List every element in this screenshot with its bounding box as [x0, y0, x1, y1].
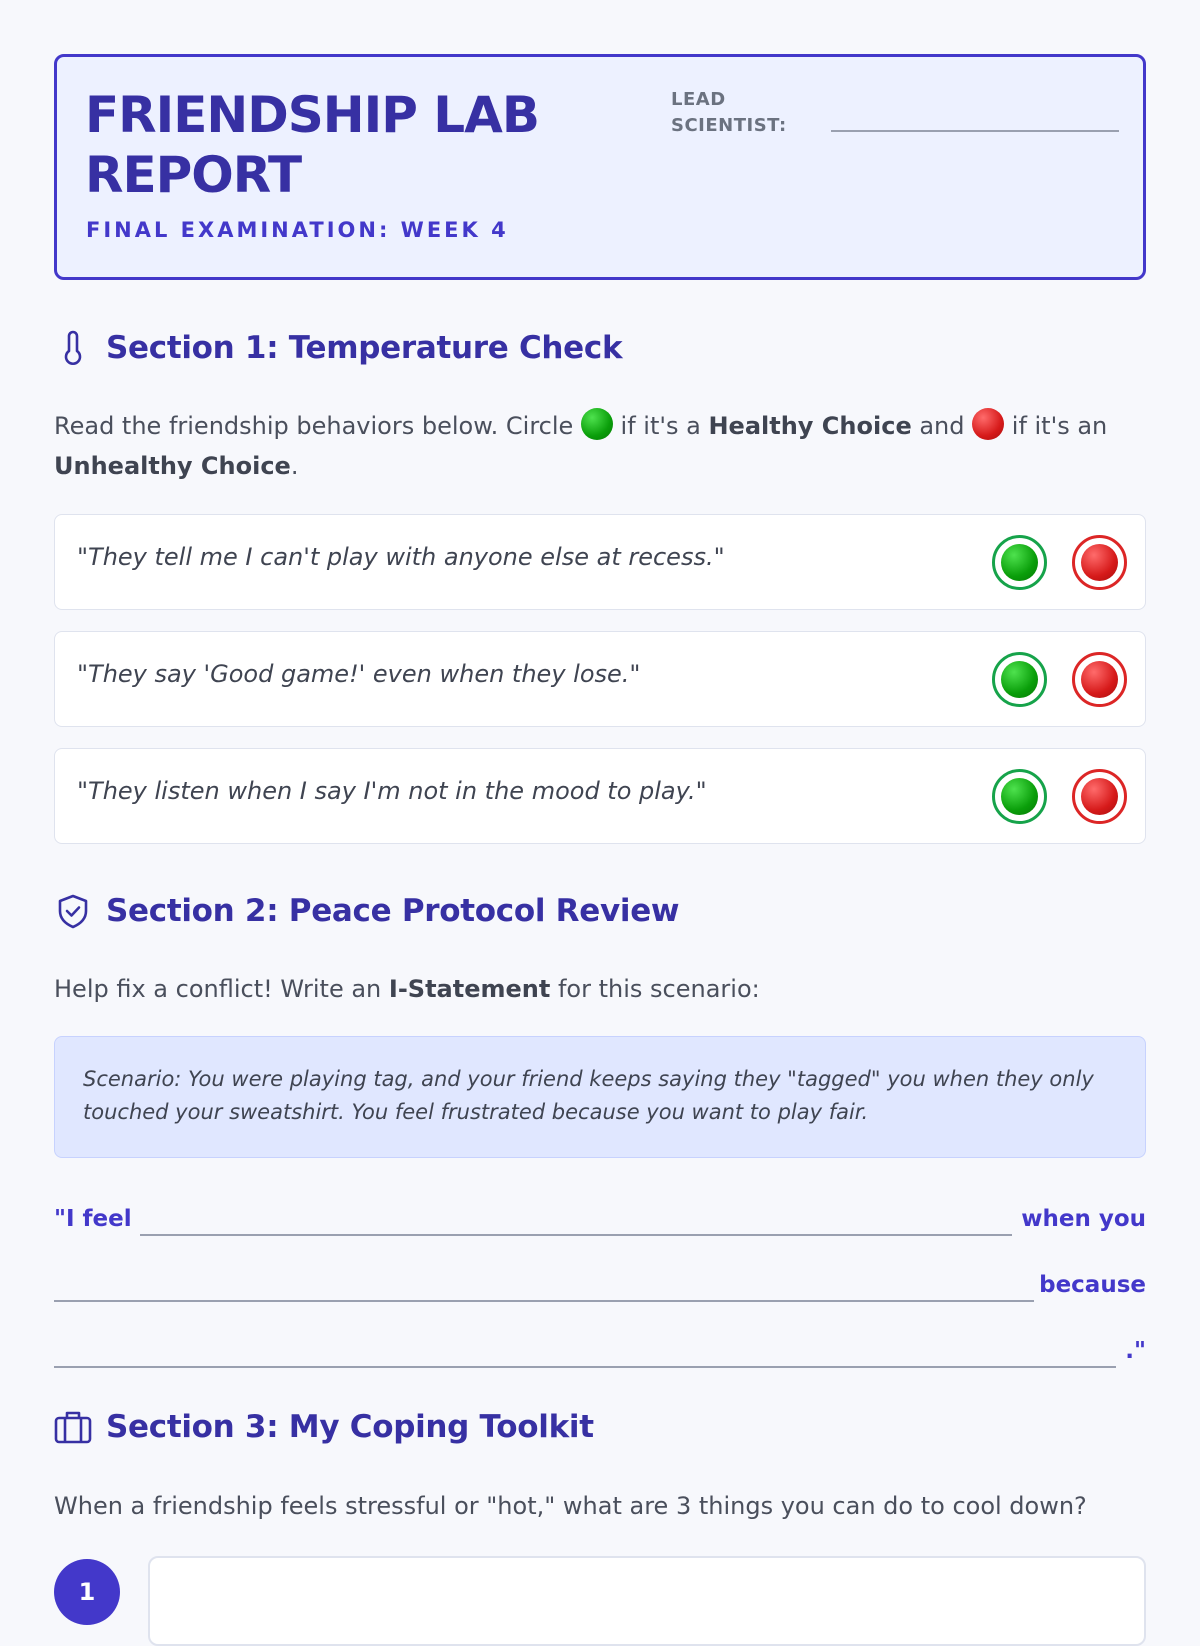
worksheet-page — [54, 54, 1146, 1606]
healthy-choice-label: Healthy Choice — [708, 412, 912, 440]
because-label: because — [1039, 1272, 1146, 1298]
green-circle-icon — [1001, 544, 1038, 581]
i-statement-row-3 — [54, 1332, 1146, 1372]
page-subtitle: FINAL EXAMINATION: WEEK 4 — [86, 218, 509, 242]
red-circle-icon — [1081, 661, 1118, 698]
behavior-text: "They tell me I can't play with anyone else at recess." — [77, 543, 725, 571]
green-circle-icon — [581, 408, 613, 440]
when-you-label: when you — [1021, 1206, 1146, 1232]
behavior-card — [54, 748, 1146, 844]
section-1-heading — [54, 328, 622, 368]
section-3-title: Section 3: My Coping Toolkit — [106, 1409, 594, 1445]
page-title: FRIENDSHIP LAB REPORT — [85, 86, 539, 204]
green-circle-icon — [1001, 778, 1038, 815]
instr-text: and — [911, 412, 973, 440]
behavior-text: "They say 'Good game!' even when they lose." — [77, 660, 641, 688]
unhealthy-choice-button[interactable] — [1072, 769, 1127, 824]
i-feel-label: "I feel — [54, 1206, 132, 1232]
action-blank[interactable] — [54, 1300, 1034, 1302]
scenario-box: Scenario: You were playing tag, and your friend keeps saying they "tagged" you when they only touched your sweatshirt. You feel frustrated because you want to play fair. — [54, 1036, 1146, 1158]
instr-text: . — [290, 452, 299, 480]
healthy-choice-button[interactable] — [992, 769, 1047, 824]
instr-text: Help fix a conflict! Write an — [54, 975, 389, 1003]
section-2-instructions — [54, 969, 1146, 1009]
lead-scientist-name-line[interactable] — [831, 130, 1119, 132]
i-statement-row-1 — [54, 1200, 1146, 1240]
section-3-heading — [54, 1407, 594, 1447]
unhealthy-choice-button[interactable] — [1072, 535, 1127, 590]
instr-text: if it's an — [1004, 412, 1108, 440]
thermometer-icon — [54, 329, 92, 367]
unhealthy-choice-label: Unhealthy Choice — [54, 452, 291, 480]
instr-text: for this scenario: — [550, 975, 760, 1003]
statement-end-label: ." — [1125, 1338, 1146, 1364]
i-statement-row-2 — [54, 1266, 1146, 1306]
toolkit-item-number: 1 — [54, 1559, 120, 1625]
healthy-choice-button[interactable] — [992, 652, 1047, 707]
section-1-instructions — [54, 406, 1146, 486]
healthy-choice-button[interactable] — [992, 535, 1047, 590]
red-circle-icon — [972, 408, 1004, 440]
unhealthy-choice-button[interactable] — [1072, 652, 1127, 707]
section-2-heading — [54, 891, 679, 931]
reason-blank[interactable] — [54, 1366, 1116, 1368]
behavior-card — [54, 514, 1146, 610]
behavior-text: "They listen when I say I'm not in the mood to play." — [77, 777, 707, 805]
header-card — [54, 54, 1146, 280]
green-circle-icon — [1001, 661, 1038, 698]
feeling-blank[interactable] — [140, 1234, 1012, 1236]
red-circle-icon — [1081, 778, 1118, 815]
shield-check-icon — [54, 892, 92, 930]
i-statement-label: I-Statement — [388, 975, 551, 1003]
section-1-title: Section 1: Temperature Check — [106, 330, 623, 366]
toolkit-answer-box[interactable] — [148, 1556, 1146, 1646]
section-2-title: Section 2: Peace Protocol Review — [106, 893, 680, 929]
lead-scientist-label: LEAD SCIENTIST: — [671, 89, 787, 136]
behavior-card — [54, 631, 1146, 727]
toolkit-icon — [54, 1408, 92, 1446]
instr-text: Read the friendship behaviors below. Circle — [54, 412, 581, 440]
instr-text: if it's a — [612, 412, 709, 440]
red-circle-icon — [1081, 544, 1118, 581]
section-3-instructions: When a friendship feels stressful or "hot," what are 3 things you can do to cool down? — [54, 1492, 1087, 1520]
